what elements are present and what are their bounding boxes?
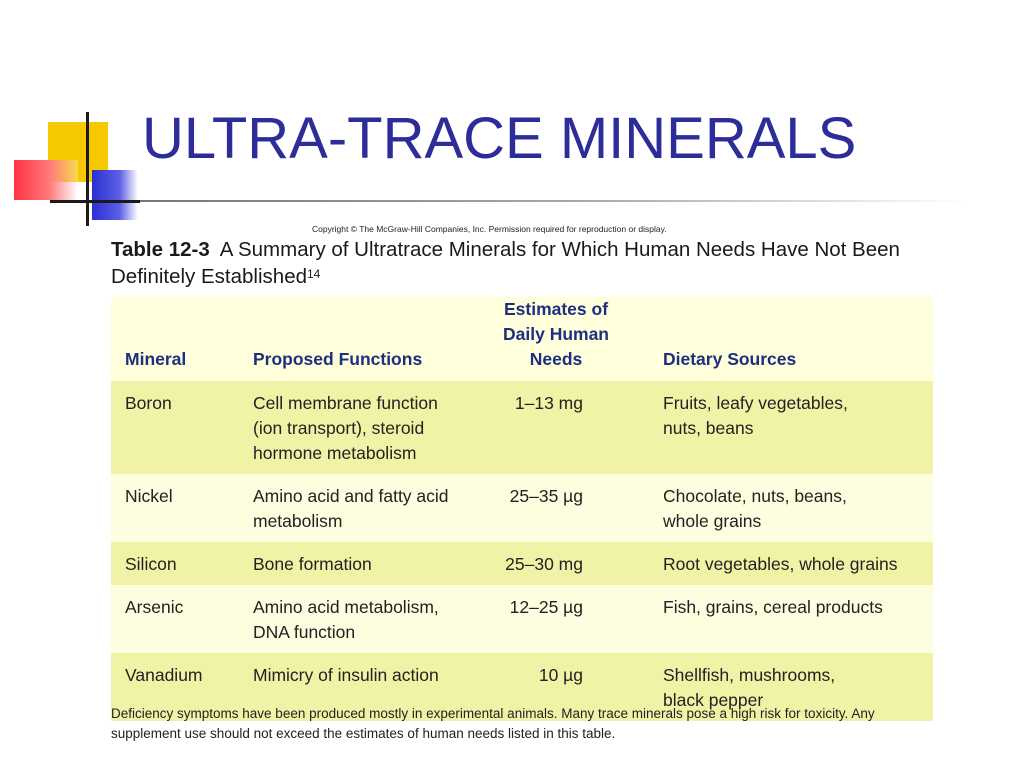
table-row bbox=[111, 381, 933, 474]
cell-mineral: Boron bbox=[111, 381, 239, 474]
table-number: Table 12-3 bbox=[111, 238, 210, 261]
table-caption-text: A Summary of Ultratrace Minerals for Which Human Needs Have Not Been Definitely Established bbox=[111, 238, 900, 288]
decor-red-square bbox=[14, 160, 78, 200]
header-estimates-line1: Estimates of bbox=[503, 299, 609, 319]
cell-functions: Amino acid metabolism, DNA function bbox=[239, 585, 463, 653]
cell-mineral: Vanadium bbox=[111, 653, 239, 721]
header-estimates-line2: Daily Human Needs bbox=[503, 324, 609, 369]
header-estimates bbox=[463, 297, 649, 381]
cell-functions: Mimicry of insulin action bbox=[239, 653, 463, 721]
decor-blue-square bbox=[92, 170, 138, 220]
cell-mineral: Nickel bbox=[111, 474, 239, 542]
cell-estimate: 25–30 mg bbox=[463, 542, 649, 585]
table-row bbox=[111, 542, 933, 585]
title-underline bbox=[140, 200, 970, 202]
cell-sources: Fish, grains, cereal products bbox=[649, 585, 933, 653]
table-caption bbox=[111, 236, 931, 290]
cell-estimate: 25–35 µg bbox=[463, 474, 649, 542]
cell-sources: Chocolate, nuts, beans, whole grains bbox=[649, 474, 933, 542]
cell-sources: Root vegetables, whole grains bbox=[649, 542, 933, 585]
cell-mineral: Arsenic bbox=[111, 585, 239, 653]
minerals-table bbox=[111, 297, 933, 721]
caption-reference: 14 bbox=[307, 267, 321, 281]
table-footnote: Deficiency symptoms have been produced mostly in experimental animals. Many trace minerals pose a high risk for toxicity. Any supplement use should not exceed the estimates of human needs listed in this table. bbox=[111, 706, 875, 741]
decor-vertical-line bbox=[86, 112, 89, 226]
cell-functions: Bone formation bbox=[239, 542, 463, 585]
cell-functions: Cell membrane function (ion transport), steroid hormone metabolism bbox=[239, 381, 463, 474]
decor-cross-line bbox=[50, 200, 140, 203]
table-row bbox=[111, 474, 933, 542]
cell-sources: Shellfish, mushrooms, black pepper bbox=[649, 653, 933, 721]
copyright-notice: Copyright © The McGraw-Hill Companies, Inc. Permission required for reproduction or display. bbox=[312, 224, 667, 234]
cell-estimate: 12–25 µg bbox=[463, 585, 649, 653]
table-row bbox=[111, 585, 933, 653]
header-functions: Proposed Functions bbox=[239, 297, 463, 381]
header-sources: Dietary Sources bbox=[649, 297, 933, 381]
cell-sources: Fruits, leafy vegetables, nuts, beans bbox=[649, 381, 933, 474]
table-header-row bbox=[111, 297, 933, 381]
cell-estimate: 10 µg bbox=[463, 653, 649, 721]
slide-title: ULTRA-TRACE MINERALS bbox=[142, 106, 857, 171]
header-mineral: Mineral bbox=[111, 297, 239, 381]
cell-mineral: Silicon bbox=[111, 542, 239, 585]
cell-functions: Amino acid and fatty acid metabolism bbox=[239, 474, 463, 542]
cell-estimate: 1–13 mg bbox=[463, 381, 649, 474]
